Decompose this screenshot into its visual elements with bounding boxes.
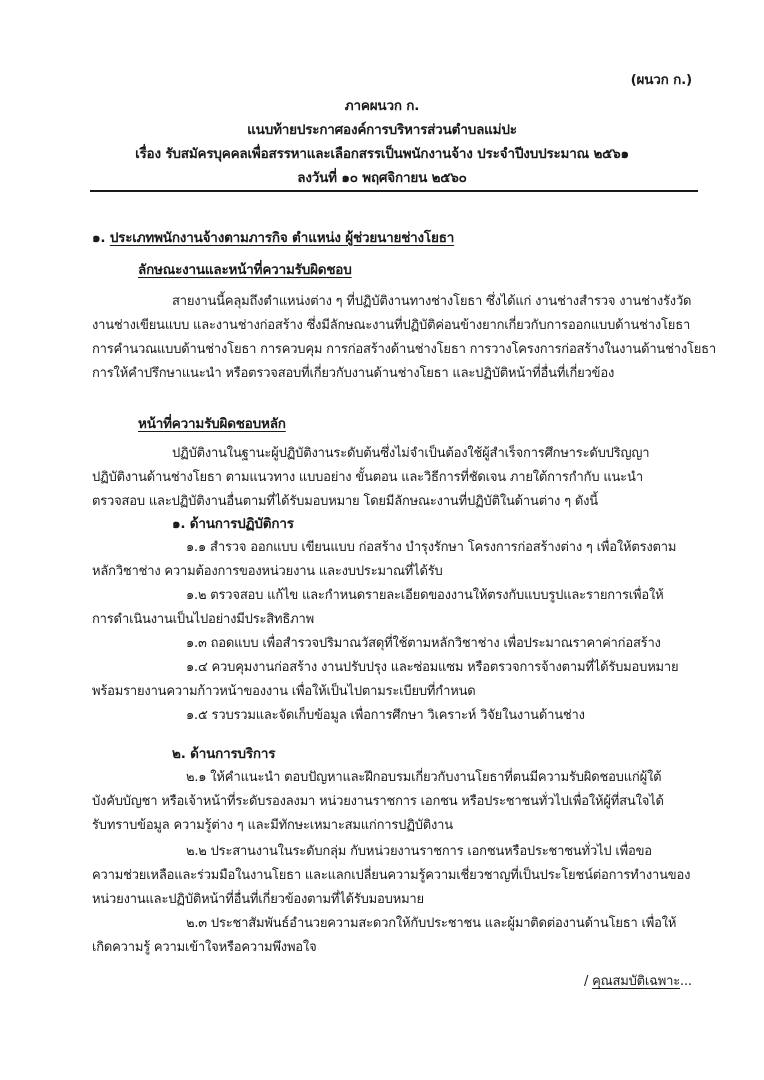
section-1-number: ๑. [92, 230, 106, 246]
operations-item-3: ๑.๓ ถอดแบบ เพื่อสำรวจปริมาณวัสดุที่ใช้ตามหลักวิชาช่าง เพื่อประมาณราคาค่าก่อสร้าง [186, 636, 661, 651]
duties-line: ปฏิบัติงานด้านช่างโยธา ตามแนวทาง แบบอย่าง ขั้นตอน และวิธีการที่ชัดเจน ภายใต้การกำกับ แนะนำ [92, 470, 643, 485]
operations-item-4-cont: พร้อมรายงานความก้าวหน้าของงาน เพื่อให้เป็นไปตามระเบียบที่กำหนด [92, 684, 476, 699]
nature-line: การให้คำปรึกษาแนะนำ หรือตรวจสอบที่เกี่ยวกับงานด้านช่างโยธา และปฏิบัติหน้าที่อื่นที่เกี่ยวข้อง [92, 366, 615, 381]
duties-heading: หน้าที่ความรับผิดชอบหลัก [138, 416, 286, 432]
continuation-label: คุณสมบัติเฉพาะ [592, 974, 681, 989]
nature-line: การคำนวณแบบด้านช่างโยธา การควบคุม การก่อสร้างด้านช่างโยธา การวางโครงการก่อสร้างในงานด้านช่างโยธา [92, 342, 717, 357]
section-1-heading [92, 228, 454, 248]
operations-item-2: ๑.๒ ตรวจสอบ แก้ไข และกำหนดรายละเอียดของงานให้ตรงกับแบบรูปและรายการเพื่อให้ [186, 588, 664, 603]
operations-item-5: ๑.๕ รวบรวมและจัดเก็บข้อมูล เพื่อการศึกษา วิเคราะห์ วิจัยในงานด้านช่าง [186, 708, 585, 723]
header-date: ลงวันที่ ๑๐ พฤศจิกายน ๒๕๖๐ [297, 170, 467, 186]
header-title: ภาคผนวก ก. [344, 98, 420, 114]
operations-item-1-cont: หลักวิชาช่าง ความต้องการของหน่วยงาน และงบประมาณที่ได้รับ [92, 564, 443, 579]
section-1-title: ประเภทพนักงานจ้างตามภารกิจ ตำแหน่ง ผู้ช่วยนายช่างโยธา [109, 230, 455, 246]
operations-item-1: ๑.๑ สำรวจ ออกแบบ เขียนแบบ ก่อสร้าง บำรุงรักษา โครงการก่อสร้างต่าง ๆ เพื่อให้ตรงตาม [186, 540, 677, 555]
services-item-3: ๒.๓ ประชาสัมพันธ์อำนวยความสะดวกให้กับประชาชน และผู้มาติดต่องานด้านโยธา เพื่อให้ [186, 916, 677, 931]
operations-item-4: ๑.๔ ควบคุมงานก่อสร้าง งานปรับปรุง และซ่อมแซม หรือตรวจการจ้างตามที่ได้รับมอบหมาย [186, 660, 679, 675]
duties-line: ปฏิบัติงานในฐานะผู้ปฏิบัติงานระดับต้นซึ่งไม่จำเป็นต้องใช้ผู้สำเร็จการศึกษาระดับปริญญา [172, 446, 650, 461]
services-item-1-cont: บังคับบัญชา หรือเจ้าหน้าที่ระดับรองลงมา หน่วยงานราชการ เอกชน หรือประชาชนทั่วไปเพื่อให้ผู้ที่สนใจได้ [92, 794, 664, 809]
services-item-2: ๒.๒ ประสานงานในระดับกลุ่ม กับหน่วยงานราชการ เอกชนหรือประชาชนทั่วไป เพื่อขอ [186, 844, 652, 859]
nature-line: งานช่างเขียนแบบ และงานช่างก่อสร้าง ซึ่งมีลักษณะงานที่ปฏิบัติค่อนข้างยากเกี่ยวกับการออกแบบด้านช่างโยธา [92, 318, 691, 333]
header-subtitle: แนบท้ายประกาศองค์การบริหารส่วนตำบลแม่ปะ [247, 122, 517, 138]
duties-line: ตรวจสอบ และปฏิบัติงานอื่นตามที่ได้รับมอบหมาย โดยมีลักษณะงานที่ปฏิบัติในด้านต่าง ๆ ดังนี้ [92, 494, 598, 509]
continuation-note [584, 972, 692, 992]
continuation-ellipsis: ... [680, 974, 692, 989]
operations-heading: ๑. ด้านการปฏิบัติการ [172, 516, 294, 532]
nature-heading: ลักษณะงานและหน้าที่ความรับผิดชอบ [138, 262, 352, 278]
services-item-1: ๒.๑ ให้คำแนะนำ ตอบปัญหาและฝึกอบรมเกี่ยวกับงานโยธาที่ตนมีความรับผิดชอบแก่ผู้ใต้ [186, 770, 662, 785]
services-heading: ๒. ด้านการบริการ [172, 746, 276, 762]
continuation-slash: / [584, 974, 589, 989]
header-subject: เรื่อง รับสมัครบุคคลเพื่อสรรหาและเลือกสรรเป็นพนักงานจ้าง ประจำปีงบประมาณ ๒๕๖๑ [135, 146, 629, 162]
annex-label: (ผนวก ก.) [630, 72, 692, 88]
services-item-2-cont: ความช่วยเหลือและร่วมมือในงานโยธา และแลกเปลี่ยนความรู้ความเชี่ยวชาญที่เป็นประโยชน์ต่อการทำงานของ [92, 868, 691, 883]
nature-line: สายงานนี้คลุมถึงตำแหน่งต่าง ๆ ที่ปฏิบัติงานทางช่างโยธา ซึ่งได้แก่ งานช่างสำรวจ งานช่างรังวัด [172, 294, 692, 309]
header-divider [90, 190, 698, 192]
services-item-2-cont: หน่วยงานและปฏิบัติหน้าที่อื่นที่เกี่ยวข้องตามที่ได้รับมอบหมาย [92, 892, 424, 907]
operations-item-2-cont: การดำเนินงานเป็นไปอย่างมีประสิทธิภาพ [92, 612, 314, 627]
services-item-1-cont: รับทราบข้อมูล ความรู้ต่าง ๆ และมีทักษะเหมาะสมแก่การปฏิบัติงาน [92, 818, 453, 833]
services-item-3-cont: เกิดความรู้ ความเข้าใจหรือความพึงพอใจ [92, 940, 317, 955]
